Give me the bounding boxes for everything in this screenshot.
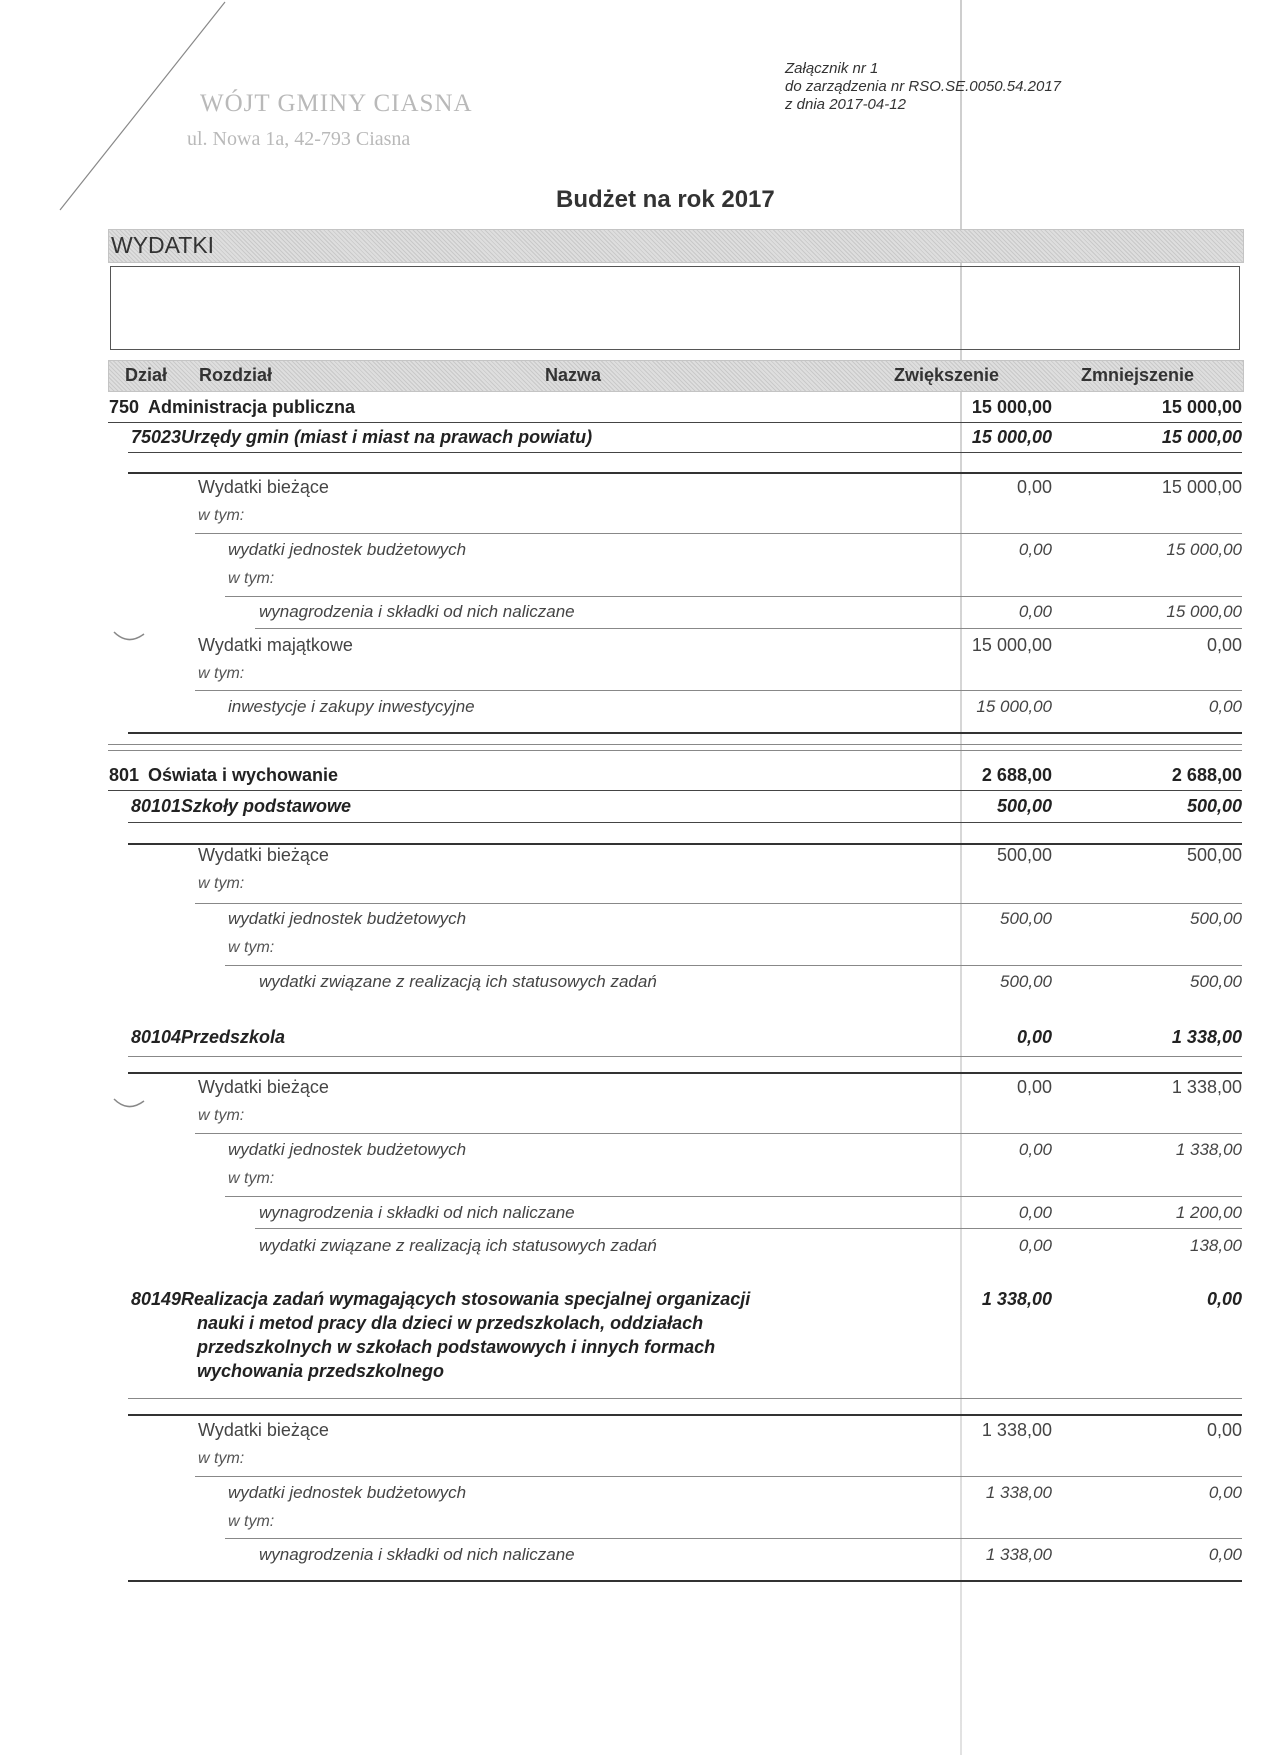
col-zmniejszenie: Zmniejszenie bbox=[1081, 365, 1195, 385]
increase-amount: 0,00 bbox=[1018, 1140, 1052, 1159]
row-name: w tym: bbox=[198, 875, 245, 892]
increase-amount: 2 688,00 bbox=[981, 765, 1052, 785]
rule bbox=[255, 628, 1242, 629]
rule bbox=[108, 422, 1242, 423]
decrease-amount: 500,00 bbox=[1186, 796, 1242, 816]
increase-amount: 0,00 bbox=[1018, 540, 1052, 559]
table-row bbox=[0, 1027, 1275, 1057]
row-name: Oświata i wychowanie bbox=[148, 765, 339, 785]
row-name: w tym: bbox=[228, 1170, 275, 1187]
row-name: wydatki jednostek budżetowych bbox=[228, 1140, 467, 1159]
decrease-amount: 0,00 bbox=[1208, 1545, 1242, 1564]
row-name: wychowania przedszkolnego bbox=[197, 1361, 445, 1381]
decrease-amount: 15 000,00 bbox=[1161, 477, 1242, 497]
pen-mark bbox=[112, 1095, 146, 1115]
table-row bbox=[0, 909, 1275, 939]
table-row bbox=[0, 540, 1275, 570]
row-name: Szkoły podstawowe bbox=[181, 796, 352, 816]
rule bbox=[225, 965, 1242, 966]
stamp-line-1: WÓJT GMINY CIASNA bbox=[200, 90, 473, 117]
annex-line-3: z dnia 2017-04-12 bbox=[785, 96, 906, 113]
table-row bbox=[0, 635, 1275, 665]
row-name: Urzędy gmin (miast i miast na prawach powiatu) bbox=[181, 427, 593, 447]
rule bbox=[195, 1133, 1242, 1134]
increase-amount: 500,00 bbox=[996, 845, 1052, 865]
row-name: Wydatki bieżące bbox=[198, 1077, 329, 1097]
increase-amount: 1 338,00 bbox=[981, 1289, 1052, 1309]
increase-amount: 0,00 bbox=[1018, 602, 1052, 621]
col-zwiekszenie: Zwiększenie bbox=[894, 365, 1000, 385]
increase-amount: 0,00 bbox=[1016, 1077, 1052, 1097]
empty-description-box bbox=[110, 266, 1240, 350]
rule bbox=[128, 452, 1242, 453]
row-code: 750 bbox=[109, 397, 140, 417]
decrease-amount: 2 688,00 bbox=[1171, 765, 1242, 785]
increase-amount: 0,00 bbox=[1018, 1236, 1052, 1255]
increase-amount: 1 338,00 bbox=[981, 1420, 1052, 1440]
row-name: wynagrodzenia i składki od nich naliczane bbox=[259, 602, 575, 621]
document-title: Budżet na rok 2017 bbox=[556, 186, 775, 213]
decrease-amount: 0,00 bbox=[1206, 1420, 1242, 1440]
decrease-amount: 15 000,00 bbox=[1166, 540, 1242, 559]
annex-note bbox=[785, 60, 1061, 114]
rule bbox=[128, 843, 1242, 845]
decrease-amount: 138,00 bbox=[1190, 1236, 1242, 1255]
row-name: Przedszkola bbox=[181, 1027, 286, 1047]
row-name: w tym: bbox=[198, 507, 245, 524]
decrease-amount: 15 000,00 bbox=[1161, 397, 1242, 417]
rule bbox=[195, 533, 1242, 534]
row-name: Wydatki majątkowe bbox=[198, 635, 353, 655]
decrease-amount: 1 338,00 bbox=[1171, 1077, 1242, 1097]
row-name: wydatki związane z realizacją ich statusowych zadań bbox=[259, 1236, 657, 1255]
increase-amount: 500,00 bbox=[996, 796, 1052, 816]
row-name: wydatki związane z realizacją ich statusowych zadań bbox=[259, 972, 657, 991]
pen-mark bbox=[112, 628, 146, 648]
rule bbox=[108, 744, 1242, 745]
rule bbox=[128, 732, 1242, 734]
increase-amount: 15 000,00 bbox=[971, 635, 1052, 655]
row-name: w tym: bbox=[228, 570, 275, 587]
row-name: Administracja publiczna bbox=[148, 397, 356, 417]
section-band bbox=[108, 229, 1244, 263]
row-name: wynagrodzenia i składki od nich naliczane bbox=[259, 1203, 575, 1222]
rule bbox=[108, 750, 1242, 751]
table-row bbox=[0, 1140, 1275, 1170]
increase-amount: 15 000,00 bbox=[976, 697, 1052, 716]
decrease-amount: 0,00 bbox=[1208, 697, 1242, 716]
increase-amount: 0,00 bbox=[1016, 1027, 1052, 1047]
table-header bbox=[108, 360, 1244, 392]
row-name: Wydatki bieżące bbox=[198, 845, 329, 865]
row-name: wydatki jednostek budżetowych bbox=[228, 1483, 467, 1502]
decrease-amount: 1 338,00 bbox=[1171, 1027, 1242, 1047]
increase-amount: 1 338,00 bbox=[985, 1545, 1052, 1564]
decrease-amount: 15 000,00 bbox=[1161, 427, 1242, 447]
rule bbox=[128, 1056, 1242, 1057]
row-name: wydatki jednostek budżetowych bbox=[228, 909, 467, 928]
table-row bbox=[0, 1361, 1275, 1391]
increase-amount: 15 000,00 bbox=[971, 397, 1052, 417]
decrease-amount: 0,00 bbox=[1206, 1289, 1242, 1309]
annex-line-1: Załącznik nr 1 bbox=[785, 60, 879, 77]
decrease-amount: 0,00 bbox=[1206, 635, 1242, 655]
increase-amount: 0,00 bbox=[1018, 1203, 1052, 1222]
row-code: 801 bbox=[109, 765, 140, 785]
increase-amount: 500,00 bbox=[1000, 972, 1052, 991]
rule bbox=[128, 472, 1242, 474]
rule bbox=[195, 1476, 1242, 1477]
decrease-amount: 15 000,00 bbox=[1166, 602, 1242, 621]
rule bbox=[195, 690, 1242, 691]
table-row bbox=[0, 1420, 1275, 1450]
row-name: w tym: bbox=[228, 939, 275, 956]
row-name: wynagrodzenia i składki od nich naliczane bbox=[259, 1545, 575, 1564]
table-row bbox=[0, 875, 1275, 905]
decrease-amount: 1 338,00 bbox=[1175, 1140, 1242, 1159]
col-rozdzial: Rozdział bbox=[199, 365, 273, 385]
scan-fold-line bbox=[0, 0, 230, 220]
rule bbox=[128, 1414, 1242, 1416]
row-name: w tym: bbox=[228, 1513, 275, 1530]
annex-line-2: do zarządzenia nr RSO.SE.0050.54.2017 bbox=[785, 78, 1062, 95]
table-row bbox=[0, 1545, 1275, 1575]
rule bbox=[108, 790, 1242, 791]
rule bbox=[128, 1398, 1242, 1399]
col-nazwa: Nazwa bbox=[545, 365, 602, 385]
rule bbox=[225, 596, 1242, 597]
row-name: w tym: bbox=[198, 665, 245, 682]
increase-amount: 0,00 bbox=[1016, 477, 1052, 497]
rule bbox=[128, 1072, 1242, 1074]
row-name: przedszkolnych w szkołach podstawowych i innych formach bbox=[197, 1337, 716, 1357]
rule bbox=[255, 1228, 1242, 1229]
table-row bbox=[0, 1236, 1275, 1266]
decrease-amount: 0,00 bbox=[1208, 1483, 1242, 1502]
row-name: w tym: bbox=[198, 1107, 245, 1124]
table-row bbox=[0, 1483, 1275, 1513]
table-row bbox=[0, 972, 1275, 1002]
col-dzial: Dział bbox=[125, 365, 168, 385]
decrease-amount: 500,00 bbox=[1186, 845, 1242, 865]
row-code: 80101 bbox=[131, 796, 182, 816]
row-name: Wydatki bieżące bbox=[198, 477, 329, 497]
stamp-line-2: ul. Nowa 1a, 42-793 Ciasna bbox=[187, 128, 411, 150]
row-code: 80104 bbox=[131, 1027, 182, 1047]
table-row bbox=[0, 477, 1275, 507]
decrease-amount: 500,00 bbox=[1190, 909, 1242, 928]
table-row bbox=[0, 845, 1275, 875]
row-name: nauki i metod pracy dla dzieci w przedszkolach, oddziałach bbox=[197, 1313, 704, 1333]
section-label: WYDATKI bbox=[111, 232, 215, 258]
row-name: w tym: bbox=[198, 1450, 245, 1467]
rule bbox=[225, 1196, 1242, 1197]
row-name: Wydatki bieżące bbox=[198, 1420, 329, 1440]
increase-amount: 1 338,00 bbox=[985, 1483, 1052, 1502]
row-name: inwestycje i zakupy inwestycyjne bbox=[228, 697, 475, 716]
decrease-amount: 500,00 bbox=[1190, 972, 1242, 991]
increase-amount: 15 000,00 bbox=[971, 427, 1052, 447]
row-code: 80149 bbox=[131, 1289, 182, 1309]
rule bbox=[128, 822, 1242, 823]
rule bbox=[128, 1580, 1242, 1582]
decrease-amount: 1 200,00 bbox=[1175, 1203, 1242, 1222]
rule bbox=[195, 903, 1242, 904]
table-row bbox=[0, 1077, 1275, 1107]
row-name: wydatki jednostek budżetowych bbox=[228, 540, 467, 559]
row-name: Realizacja zadań wymagających stosowania specjalnej organizacji bbox=[181, 1289, 751, 1309]
table-row bbox=[0, 697, 1275, 727]
increase-amount: 500,00 bbox=[1000, 909, 1052, 928]
row-code: 75023 bbox=[131, 427, 182, 447]
rule bbox=[225, 1538, 1242, 1539]
